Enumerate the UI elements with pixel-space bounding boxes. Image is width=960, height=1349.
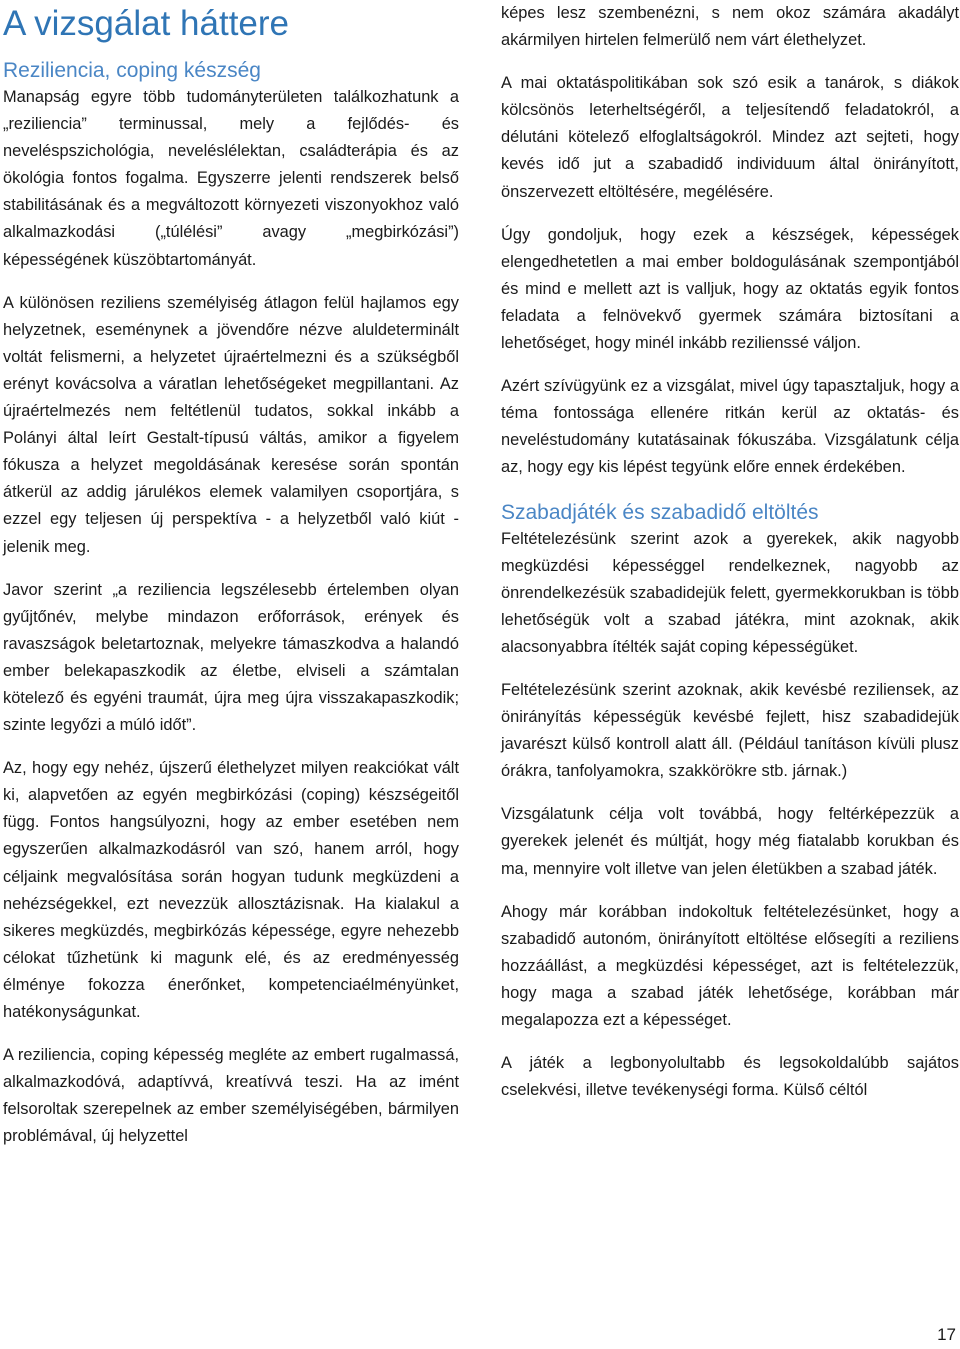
paragraph: Feltételezésünk szerint azoknak, akik kevésbé reziliensek, az önirányítás képességük kevésbé fejlett, hisz szabadidejük javarészt külső kontroll alatt áll. (Például tanításon kívüli plusz órákra, tanfolyamokra, szakkörökre stb. járnak.) (501, 680, 959, 781)
paragraph: A különösen reziliens személyiség átlagon felül hajlamos egy helyzetnek, eseménynek a jövendőre nézve aluldeterminált voltát felismerni, a helyzetet újraértelmezni és a szükségből erényt kovácsolva a váratlan lehetőségeket megpillantani. Az újraértelmezés nem feltétlenül tudatos, sokkal inkább a Polányi által leírt Gestalt-típusú váltás, amikor a figyelem fókusza a helyzet megoldásának keresése során spontán átkerül az addig járulékos elemek valamilyen csoportjára, s ezzel egy teljesen új perspektíva - a helyzetből való kiút - jelenik meg. (3, 293, 459, 556)
paragraph: A mai oktatáspolitikában sok szó esik a tanárok, s diákok kölcsönös leterheltségéről, a teljesítendő feladatokról, a délutáni kötelező elfoglaltságokról. Mindez azt sejteti, hogy kevés idő jut a szabadidő individuum által önirányított, önszervezett eltöltésére, megélésére. (501, 74, 959, 201)
left-column (3, 58, 459, 1150)
paragraph: A reziliencia, coping képesség megléte az embert rugalmassá, alkalmazkodóvá, adaptívvá, kreatívvá teszi. Ha az imént felsoroltak szerepelnek az ember személyiségében, bármilyen problémával, új helyzettel (3, 1046, 459, 1146)
paragraph: A játék a legbonyolultabb és legsokoldalúbb sajátos cselekvési, illetve tevékenységi forma. Külső céltól (501, 1054, 959, 1100)
paragraph: képes lesz szembenézni, s nem okoz számára akadályt akármilyen hirtelen felmerülő nem várt élethelyzet. (501, 4, 959, 50)
paragraph: Feltételezésünk szerint azok a gyerekek, akik nagyobb megküzdési képességgel rendelkeznek, nagyobb az önrendelkezésük szabadidejük felett, gyermekkorukban is több lehetőségük volt a szabad játékra, mint azoknak, akik alacsonyabbra ítélték saját coping képességüket. (501, 529, 959, 656)
right-column (501, 0, 959, 1104)
paragraph: Vizsgálatunk célja volt továbbá, hogy feltérképezzük a gyerekek jelenét és múltját, hogy még fiatalabb korukban és ma, mennyire volt illetve van jelen életükben a szabad játék. (501, 805, 959, 878)
section-heading-resilience: Reziliencia, coping készség (3, 59, 261, 82)
paragraph: Úgy gondoljuk, hogy ezek a készségek, képességek elengedhetetlen a mai ember boldogulásának szempontjából és mind e mellett azt is valljuk, hogy az oktatás egyik fontos feladata a felnövekvő gyermek számára biztosítani a lehetőséget, hogy minél inkább rezilienssé váljon. (501, 225, 959, 353)
paragraph: Ahogy már korábban indokoltuk feltételezésünket, hogy a szabadidő autonóm, önirányított eltöltése elősegíti a reziliens hozzáállást, a megküzdési képességet, azt is feltételezzük, hogy maga a szabad játék lehetősége, korábban már megalapozza ezt a képességet. (501, 902, 959, 1029)
page-title: A vizsgálat háttere (3, 4, 289, 43)
paragraph: Az, hogy egy nehéz, újszerű élethelyzet milyen reakciókat vált ki, alapvetően az egyén megbirkózási (coping) készségeitől függ. Fontos hangsúlyozni, hogy az ember esetében nem egyszerűen alkalmazkodásról van szó, hanem arról, hogy céljaink megvalósítása során hogyan tudunk megküzdeni a nehézségekkel, ezt nevezzük allosztázisnak. Ha kialakul a sikeres megküzdés, megbirkózás képessége, egyre nehezebb célokat tűzhetünk ki magunk elé, és az eredményesség élménye fokozza énerőnket, kompetenciaélményünket, hatékonyságunkat. (3, 759, 459, 1021)
paragraph: Manapság egyre több tudományterületen találkozhatunk a „reziliencia” terminussal, mely a fejlődés- és neveléspszichológia, neveléslélektan, családterápia és az ökológia fontos fogalma. Egyszerre jelenti rendszerek belső stabilitásának és a megváltozott környezeti viszonyokhoz való alkalmazkodási („túlélési” avagy „megbirkózási”) képességének küszöbtartományát. (3, 88, 459, 269)
page-number: 17 (937, 1325, 956, 1344)
paragraph: Javor szerint „a reziliencia legszélesebb értelemben olyan gyűjtőnév, melybe mindazon erőforrások, erények és ravaszságok beletartoznak, melyekre támaszkodva a halandó ember belekapaszkodik az életbe, elviseli a számtalan kötelező és egyéni traumát, újra meg újra visszakapaszkodik; szinte legyőzi a múló időt”. (3, 580, 459, 735)
section-heading-free-play: Szabadjáték és szabadidő eltöltés (501, 500, 819, 524)
paragraph: Azért szívügyünk ez a vizsgálat, mivel úgy tapasztaljuk, hogy a téma fontossága ellenére ritkán kerül az oktatás- és neveléstudomány kutatásainak fókuszába. Vizsgálatunk célja az, hogy egy kis lépést tegyünk előre ennek érdekében. (501, 377, 959, 477)
